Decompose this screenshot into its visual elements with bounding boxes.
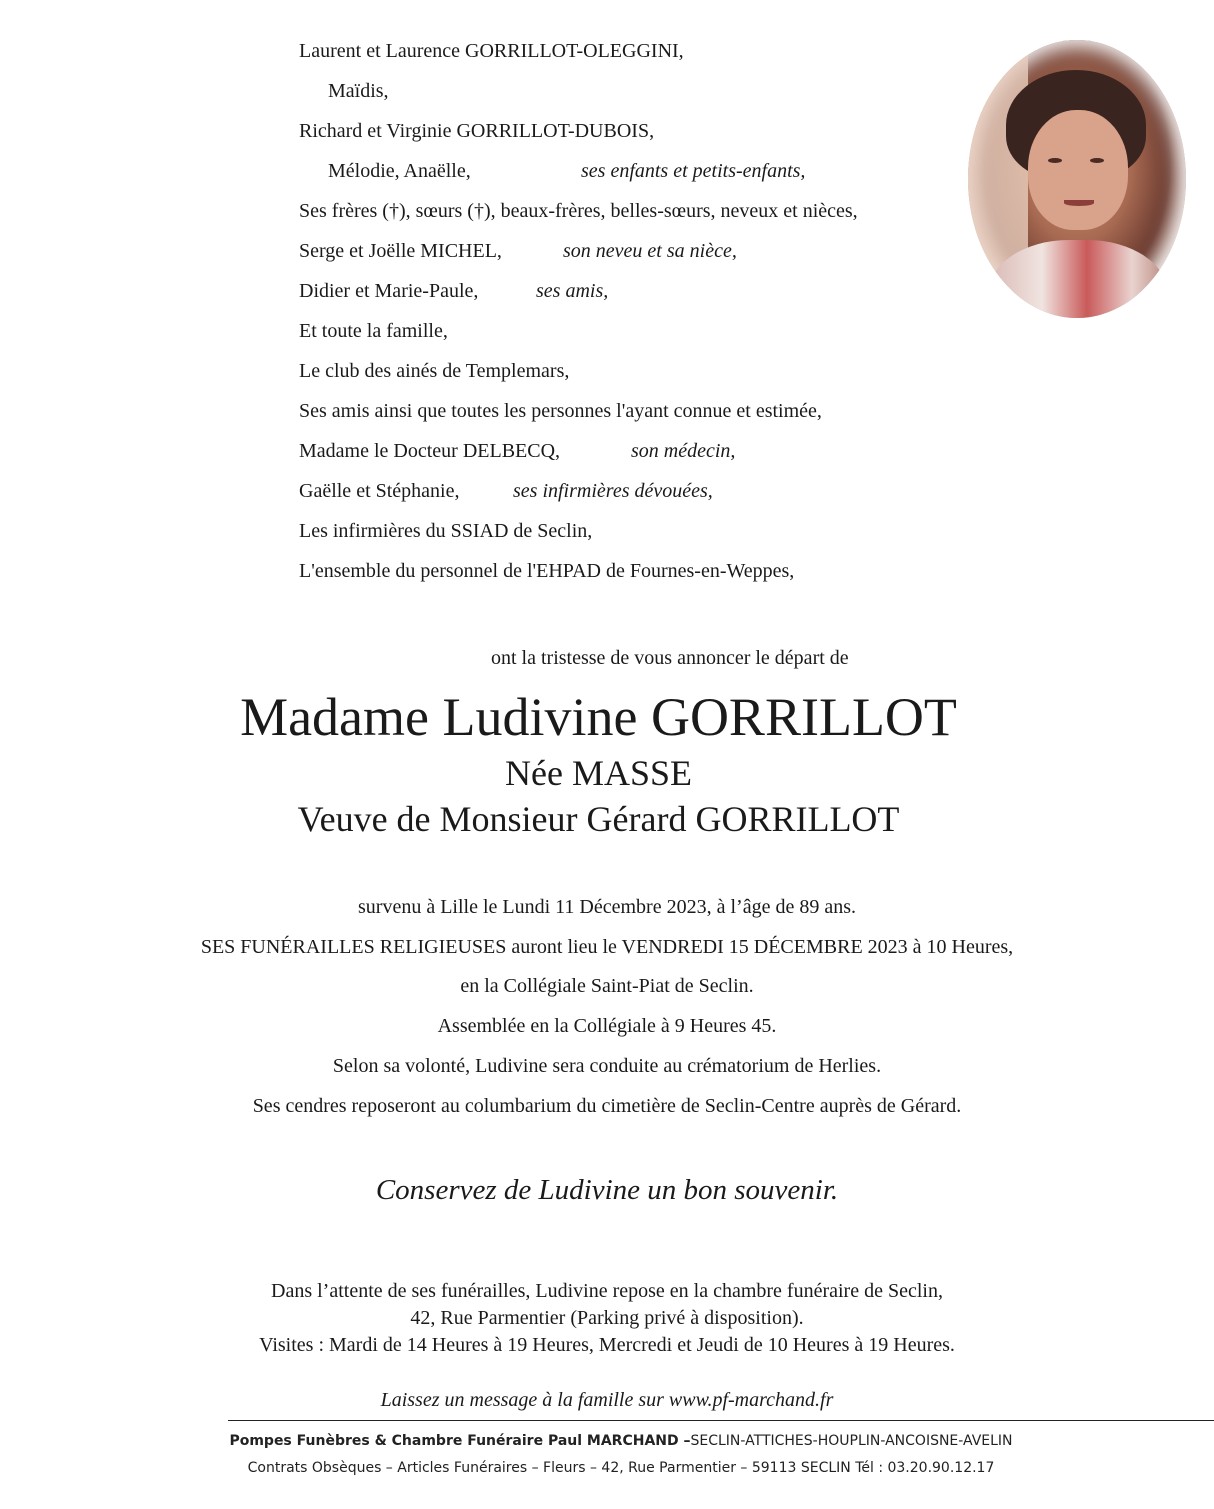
message-link[interactable]: Laissez un message à la famille sur www.pf-marchand.fr [380,1389,834,1411]
footer-divider [228,1420,1214,1421]
viewing-line-1: Dans l’attente de ses funérailles, Ludivine repose en la chambre funéraire de Seclin, [271,1280,943,1302]
family-line-text: Ses amis ainsi que toutes les personnes l'ayant connue et estimée, [299,400,822,422]
family-line-text: Le club des ainés de Templemars, [299,360,570,382]
family-line-note: ses enfants et petits-enfants, [581,160,806,182]
family-line [299,119,654,143]
remembrance-quote: Conservez de Ludivine un bon souvenir. [375,1174,839,1206]
viewing-line-2: 42, Rue Parmentier (Parking privé à disposition). [410,1307,804,1329]
footer-company [28,1433,1214,1449]
photo-eye [1090,158,1104,163]
family-line-note: son médecin, [631,440,736,462]
family-line-text: Serge et Joëlle MICHEL, [299,240,502,262]
family-line-note: ses infirmières dévouées, [513,480,713,502]
photo-eye [1048,158,1062,163]
cremation-detail: Selon sa volonté, Ludivine sera conduite au crématorium de Herlies. [332,1055,882,1077]
family-line-text: Et toute la famille, [299,320,448,342]
viewing-line-3: Visites : Mardi de 14 Heures à 19 Heures, Mercredi et Jeudi de 10 Heures à 19 Heures. [259,1334,955,1356]
funeral-detail: SES FUNÉRAILLES RELIGIEUSES auront lieu le VENDREDI 15 DÉCEMBRE 2023 à 10 Heures, [200,936,1014,958]
family-line [299,399,822,423]
maiden-name: Née MASSE [505,753,692,793]
announcement-text: ont la tristesse de vous annoncer le départ de [491,647,849,669]
family-line-text: Madame le Docteur DELBECQ, [299,440,561,462]
footer-services: Contrats Obsèques – Articles Funéraires – Fleurs – 42, Rue Parmentier – 59113 SECLIN Tél : 03.20.90.12.17 [247,1460,995,1476]
footer-company-name: Pompes Funèbres & Chambre Funéraire Paul MARCHAND – [229,1433,691,1449]
family-line-note: son neveu et sa nièce, [563,240,737,262]
church-detail: en la Collégiale Saint-Piat de Seclin. [460,975,754,997]
death-detail: survenu à Lille le Lundi 11 Décembre 2023, à l’âge de 89 ans. [358,896,856,918]
deceased-name: Madame Ludivine GORRILLOT [240,687,957,747]
family-line-text: Ses frères (†), sœurs (†), beaux-frères, belles-sœurs, neveux et nièces, [299,200,858,222]
family-line-text: Gaëlle et Stéphanie, [299,480,460,502]
family-line [299,239,502,263]
family-line [299,559,794,583]
family-line-text: Mélodie, Anaëlle, [328,160,471,182]
family-line [299,519,592,543]
footer-towns: SECLIN-ATTICHES-HOUPLIN-ANCOISNE-AVELIN [690,1433,1013,1449]
photo-mouth [1064,200,1094,206]
family-line-note: ses amis, [536,280,609,302]
family-line [299,319,448,343]
family-line [328,159,471,183]
family-line [299,479,460,503]
family-line [328,79,389,103]
assembly-detail: Assemblée en la Collégiale à 9 Heures 45. [437,1015,777,1037]
family-line [299,279,478,303]
family-line-text: Maïdis, [328,80,389,102]
family-line-text: Richard et Virginie GORRILLOT-DUBOIS, [299,120,655,142]
family-line [299,199,858,223]
family-line [299,359,569,383]
family-line-text: Les infirmières du SSIAD de Seclin, [299,520,593,542]
family-line-text: L'ensemble du personnel de l'EHPAD de Fournes-en-Weppes, [299,560,795,582]
family-line-text: Laurent et Laurence GORRILLOT-OLEGGINI, [299,40,684,62]
family-line [299,39,684,63]
portrait-photo [968,40,1186,318]
ashes-detail: Ses cendres reposeront au columbarium du cimetière de Seclin-Centre auprès de Gérard. [252,1095,962,1117]
family-line [299,439,560,463]
family-line-text: Didier et Marie-Paule, [299,280,479,302]
photo-face [1028,110,1128,230]
widow-line: Veuve de Monsieur Gérard GORRILLOT [297,799,900,839]
